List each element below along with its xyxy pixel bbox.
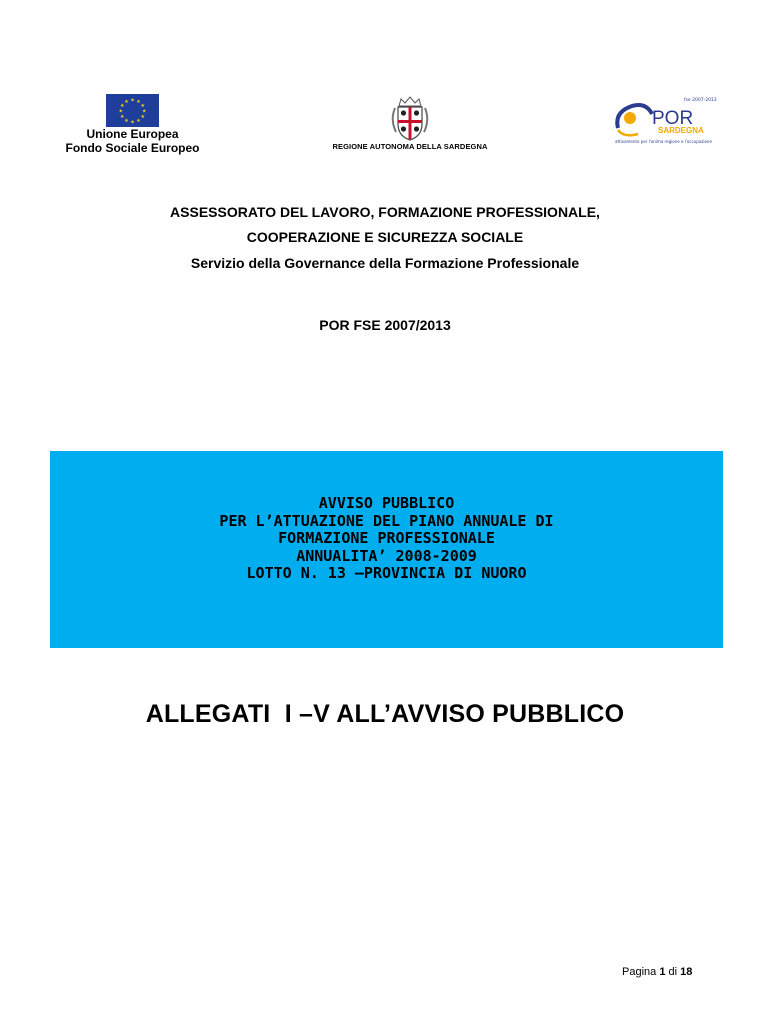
svg-text:★: ★ [130, 97, 135, 104]
announcement-banner [50, 451, 723, 648]
por-tiny-caption: fse 2007-2013 [684, 98, 717, 103]
svg-text:★: ★ [136, 118, 141, 124]
page-label: Pagina [622, 966, 657, 978]
program-name: POR FSE 2007/2013 [319, 317, 451, 333]
banner-line: AVVISO PUBBLICO [318, 494, 455, 512]
eu-flag-icon [106, 94, 159, 127]
region-emblem [387, 96, 433, 142]
svg-text:★: ★ [119, 103, 125, 109]
svg-text:★: ★ [124, 99, 129, 105]
eu-caption-line1: Unione Europea [86, 127, 179, 141]
page-number: 1 [659, 966, 666, 978]
por-sardegna-logo [612, 94, 717, 146]
banner-text [50, 495, 723, 583]
eu-flag-logo [106, 94, 159, 127]
banner-line: ANNUALITA’ 2008-2009 [296, 546, 477, 565]
eu-caption-line2: Fondo Sociale Europeo [65, 141, 200, 155]
page-total: 18 [680, 966, 693, 978]
office-line-2: COOPERAZIONE E SICUREZZA SOCIALE [246, 229, 524, 245]
region-caption: REGIONE AUTONOMA DELLA SARDEGNA [332, 142, 488, 151]
eu-caption [40, 127, 225, 155]
page-of-label: di [668, 966, 678, 978]
por-sub: SARDEGNA [658, 126, 704, 135]
office-line-1: ASSESSORATO DEL LAVORO, FORMAZIONE PROFESSIONALE, [170, 204, 600, 220]
svg-text:★: ★ [136, 99, 141, 105]
svg-text:★: ★ [118, 108, 123, 115]
office-line-3: Servizio della Governance della Formazione Professionale [190, 255, 580, 271]
por-sardegna-logo-icon [612, 94, 717, 146]
sardinia-coat-of-arms-icon [387, 96, 433, 142]
svg-text:★: ★ [119, 114, 125, 120]
svg-text:★: ★ [124, 118, 129, 124]
svg-text:★: ★ [140, 103, 146, 109]
banner-line: LOTTO N. 13 –PROVINCIA DI NUORO [246, 564, 527, 582]
svg-text:★: ★ [130, 119, 135, 126]
page-indicator [622, 966, 692, 978]
svg-text:★: ★ [140, 114, 146, 120]
svg-text:★: ★ [142, 108, 147, 115]
por-tagline: attivamente per l'anima regione e l'occupazione [615, 139, 712, 144]
document-title: ALLEGATI I –V ALL’AVVISO PUBBLICO [145, 700, 625, 728]
por-brand: POR [652, 108, 694, 129]
banner-line: FORMAZIONE PROFESSIONALE [278, 529, 495, 547]
banner-line: PER L’ATTUAZIONE DEL PIANO ANNUALE DI [219, 511, 554, 530]
